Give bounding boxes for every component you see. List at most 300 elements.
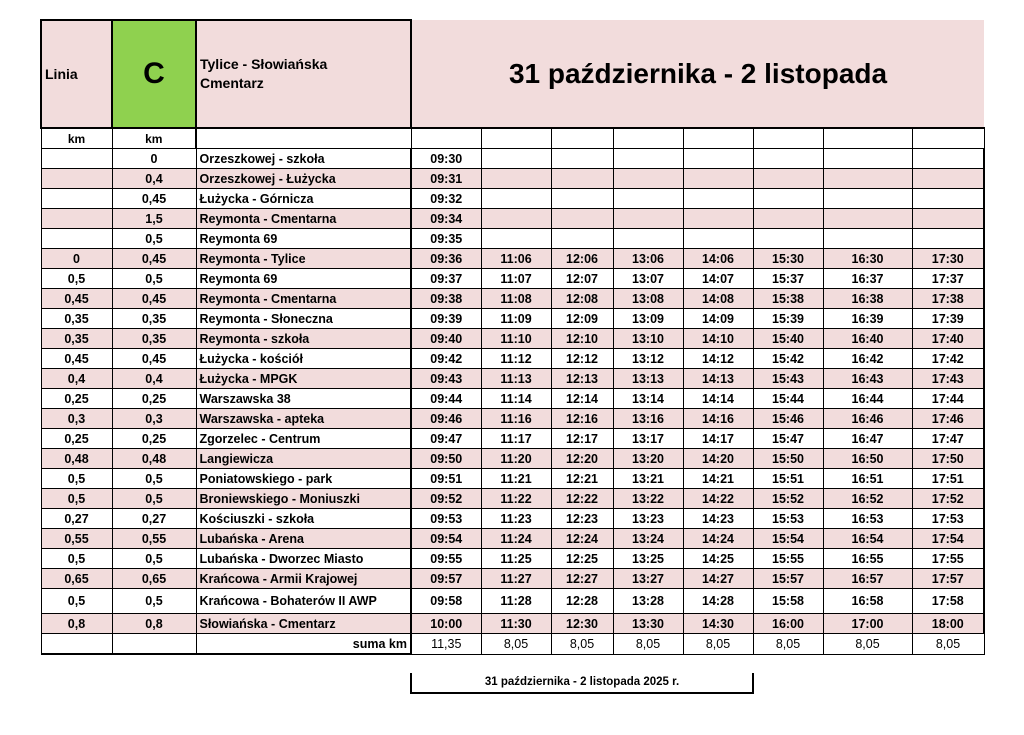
- departure-time: 12:10: [551, 329, 613, 349]
- departure-time: 16:30: [823, 249, 912, 269]
- km-cell: 0,35: [112, 329, 196, 349]
- departure-time: 11:17: [481, 429, 551, 449]
- departure-time: [912, 169, 984, 189]
- departure-time: [481, 189, 551, 209]
- departure-time: 16:47: [823, 429, 912, 449]
- stop-name: Broniewskiego - Moniuszki: [196, 489, 411, 509]
- departure-time: 14:17: [683, 429, 753, 449]
- departure-time: 09:31: [411, 169, 481, 189]
- departure-time: [753, 149, 823, 169]
- departure-time: 09:35: [411, 229, 481, 249]
- table-row: [41, 509, 984, 529]
- km-cell: [41, 209, 112, 229]
- departure-time: 10:00: [411, 614, 481, 634]
- stop-name: Reymonta - Cmentarna: [196, 289, 411, 309]
- departure-time: 16:57: [823, 569, 912, 589]
- km-cell: 0,5: [41, 489, 112, 509]
- departure-time: 16:00: [753, 614, 823, 634]
- departure-time: 16:54: [823, 529, 912, 549]
- departure-time: 09:39: [411, 309, 481, 329]
- km-cell: 0,48: [112, 449, 196, 469]
- departure-time: 09:36: [411, 249, 481, 269]
- time-header-cell: [683, 128, 753, 149]
- departure-time: 14:21: [683, 469, 753, 489]
- stop-name: Orzeszkowej - Łużycka: [196, 169, 411, 189]
- departure-time: 15:58: [753, 589, 823, 614]
- departure-time: [481, 149, 551, 169]
- departure-time: 09:40: [411, 329, 481, 349]
- route-line-1: Tylice - Słowiańska: [200, 56, 328, 72]
- table-row: [41, 289, 984, 309]
- departure-time: 17:39: [912, 309, 984, 329]
- departure-time: [551, 189, 613, 209]
- departure-time: [683, 229, 753, 249]
- departure-time: 12:25: [551, 549, 613, 569]
- departure-time: 16:53: [823, 509, 912, 529]
- linia-label: Linia: [41, 20, 112, 128]
- departure-time: 09:43: [411, 369, 481, 389]
- departure-time: [613, 229, 683, 249]
- km-cell: 0,27: [41, 509, 112, 529]
- departure-time: 11:09: [481, 309, 551, 329]
- table-row: [41, 249, 984, 269]
- km-cell: 0,45: [112, 349, 196, 369]
- table-row: [41, 209, 984, 229]
- departure-time: [823, 169, 912, 189]
- departure-time: [753, 209, 823, 229]
- departure-time: 13:27: [613, 569, 683, 589]
- time-header-cell: [613, 128, 683, 149]
- departure-time: 15:44: [753, 389, 823, 409]
- km-cell: 0,35: [41, 329, 112, 349]
- table-row: [41, 349, 984, 369]
- departure-time: 12:21: [551, 469, 613, 489]
- km-cell: 0,35: [41, 309, 112, 329]
- departure-time: [912, 229, 984, 249]
- departure-time: 17:43: [912, 369, 984, 389]
- table-row: [41, 569, 984, 589]
- departure-time: 17:58: [912, 589, 984, 614]
- departure-time: 14:27: [683, 569, 753, 589]
- time-header-cell: [551, 128, 613, 149]
- departure-time: 11:14: [481, 389, 551, 409]
- stop-name: Łużycka - MPGK: [196, 369, 411, 389]
- departure-time: 14:07: [683, 269, 753, 289]
- sum-value: 8,05: [683, 634, 753, 655]
- stop-name: Reymonta - Tylice: [196, 249, 411, 269]
- departure-time: 11:28: [481, 589, 551, 614]
- line-badge: C: [112, 20, 196, 128]
- km-cell: 0,45: [112, 249, 196, 269]
- table-row: [41, 389, 984, 409]
- departure-time: 17:55: [912, 549, 984, 569]
- stop-name: Reymonta - Cmentarna: [196, 209, 411, 229]
- stop-name: Słowiańska - Cmentarz: [196, 614, 411, 634]
- departure-time: 11:21: [481, 469, 551, 489]
- departure-time: 12:23: [551, 509, 613, 529]
- km-cell: 0,5: [41, 269, 112, 289]
- departure-time: 12:09: [551, 309, 613, 329]
- departure-time: 14:06: [683, 249, 753, 269]
- departure-time: 11:13: [481, 369, 551, 389]
- departure-time: 14:30: [683, 614, 753, 634]
- departure-time: 09:47: [411, 429, 481, 449]
- departure-time: 16:42: [823, 349, 912, 369]
- sum-value: 8,05: [912, 634, 984, 655]
- departure-time: 12:12: [551, 349, 613, 369]
- departure-time: [683, 209, 753, 229]
- departure-time: 09:58: [411, 589, 481, 614]
- departure-time: [551, 149, 613, 169]
- table-row: [41, 489, 984, 509]
- km-cell: 0,5: [112, 589, 196, 614]
- departure-time: 15:30: [753, 249, 823, 269]
- departure-time: 15:37: [753, 269, 823, 289]
- km-cell: 0,25: [112, 429, 196, 449]
- stop-name: Poniatowskiego - park: [196, 469, 411, 489]
- departure-time: 12:17: [551, 429, 613, 449]
- km-header-2: km: [112, 128, 196, 149]
- table-row: [41, 329, 984, 349]
- stop-name: Reymonta 69: [196, 269, 411, 289]
- time-header-cell: [753, 128, 823, 149]
- departure-time: [481, 209, 551, 229]
- km-cell: 0,5: [112, 229, 196, 249]
- stop-name: Orzeszkowej - szkoła: [196, 149, 411, 169]
- departure-time: 09:34: [411, 209, 481, 229]
- departure-time: [912, 189, 984, 209]
- table-row: [41, 409, 984, 429]
- departure-time: 17:42: [912, 349, 984, 369]
- departure-time: [823, 209, 912, 229]
- departure-time: 11:27: [481, 569, 551, 589]
- sum-value: 8,05: [613, 634, 683, 655]
- departure-time: 09:38: [411, 289, 481, 309]
- departure-time: 17:54: [912, 529, 984, 549]
- km-cell: 0,4: [112, 169, 196, 189]
- departure-time: 12:08: [551, 289, 613, 309]
- stop-name: Warszawska 38: [196, 389, 411, 409]
- departure-time: 17:52: [912, 489, 984, 509]
- route-line-2: Cmentarz: [200, 75, 264, 91]
- departure-time: 11:08: [481, 289, 551, 309]
- departure-time: 13:23: [613, 509, 683, 529]
- departure-time: 09:44: [411, 389, 481, 409]
- departure-time: 11:06: [481, 249, 551, 269]
- departure-time: 14:13: [683, 369, 753, 389]
- departure-time: [683, 169, 753, 189]
- departure-time: 11:16: [481, 409, 551, 429]
- departure-time: 15:53: [753, 509, 823, 529]
- departure-time: [823, 149, 912, 169]
- departure-time: [613, 189, 683, 209]
- departure-time: [753, 189, 823, 209]
- sum-value: 8,05: [481, 634, 551, 655]
- km-cell: 0,55: [112, 529, 196, 549]
- departure-time: 17:30: [912, 249, 984, 269]
- departure-time: 16:44: [823, 389, 912, 409]
- km-cell: 0: [41, 249, 112, 269]
- departure-time: 12:06: [551, 249, 613, 269]
- table-row: [41, 589, 984, 614]
- departure-time: 17:50: [912, 449, 984, 469]
- departure-time: 18:00: [912, 614, 984, 634]
- stop-name: Łużycka - Górnicza: [196, 189, 411, 209]
- km-cell: 0,5: [112, 269, 196, 289]
- km-cell: 0,5: [112, 469, 196, 489]
- departure-time: 15:42: [753, 349, 823, 369]
- departure-time: 11:22: [481, 489, 551, 509]
- departure-time: 11:23: [481, 509, 551, 529]
- departure-time: 16:43: [823, 369, 912, 389]
- sum-blank-cell: [112, 634, 196, 655]
- departure-time: 13:08: [613, 289, 683, 309]
- table-row: [41, 469, 984, 489]
- departure-time: 17:57: [912, 569, 984, 589]
- sum-blank-cell: [41, 634, 112, 655]
- km-cell: 0,45: [112, 289, 196, 309]
- departure-time: 16:51: [823, 469, 912, 489]
- departure-time: 13:30: [613, 614, 683, 634]
- departure-time: 17:44: [912, 389, 984, 409]
- departure-time: 17:47: [912, 429, 984, 449]
- departure-time: 13:07: [613, 269, 683, 289]
- km-cell: 0,5: [41, 589, 112, 614]
- departure-time: 11:30: [481, 614, 551, 634]
- departure-time: 16:38: [823, 289, 912, 309]
- km-cell: 0,5: [112, 549, 196, 569]
- schedule-title: 31 października - 2 listopada: [411, 20, 984, 128]
- stop-name: Krańcowa - Bohaterów II AWP: [196, 589, 411, 614]
- departure-time: 11:24: [481, 529, 551, 549]
- km-cell: 0,45: [41, 289, 112, 309]
- departure-time: 13:10: [613, 329, 683, 349]
- km-cell: 0,45: [112, 189, 196, 209]
- departure-time: 12:13: [551, 369, 613, 389]
- km-cell: [41, 189, 112, 209]
- departure-time: 17:00: [823, 614, 912, 634]
- departure-time: [823, 189, 912, 209]
- table-row: [41, 449, 984, 469]
- departure-time: 12:24: [551, 529, 613, 549]
- departure-time: 09:50: [411, 449, 481, 469]
- km-cell: 0,5: [41, 549, 112, 569]
- departure-time: 14:25: [683, 549, 753, 569]
- header-row: [41, 20, 984, 128]
- departure-time: [753, 169, 823, 189]
- departure-time: 14:16: [683, 409, 753, 429]
- departure-time: 11:12: [481, 349, 551, 369]
- departure-time: [912, 149, 984, 169]
- departure-time: 16:40: [823, 329, 912, 349]
- departure-time: 09:57: [411, 569, 481, 589]
- km-cell: [41, 229, 112, 249]
- departure-time: 16:50: [823, 449, 912, 469]
- stop-name: Łużycka - kościół: [196, 349, 411, 369]
- departure-time: [823, 229, 912, 249]
- departure-time: 13:22: [613, 489, 683, 509]
- table-row: [41, 369, 984, 389]
- departure-time: 15:54: [753, 529, 823, 549]
- departure-time: 09:32: [411, 189, 481, 209]
- time-header-cell: [823, 128, 912, 149]
- departure-time: 12:16: [551, 409, 613, 429]
- departure-time: 11:07: [481, 269, 551, 289]
- table-row: [41, 614, 984, 634]
- departure-time: 15:55: [753, 549, 823, 569]
- km-cell: 0,25: [41, 389, 112, 409]
- departure-time: 16:58: [823, 589, 912, 614]
- departure-time: 16:39: [823, 309, 912, 329]
- departure-time: 11:20: [481, 449, 551, 469]
- table-row: [41, 309, 984, 329]
- departure-time: 11:25: [481, 549, 551, 569]
- departure-time: 14:24: [683, 529, 753, 549]
- departure-time: 14:22: [683, 489, 753, 509]
- departure-time: 15:50: [753, 449, 823, 469]
- stop-name: Kościuszki - szkoła: [196, 509, 411, 529]
- departure-time: 13:09: [613, 309, 683, 329]
- departure-time: 15:46: [753, 409, 823, 429]
- table-row: [41, 189, 984, 209]
- sum-label: suma km: [196, 634, 411, 655]
- km-cell: 0,25: [112, 389, 196, 409]
- departure-time: 14:20: [683, 449, 753, 469]
- departure-time: 16:52: [823, 489, 912, 509]
- sum-value: 8,05: [823, 634, 912, 655]
- km-cell: 0,8: [112, 614, 196, 634]
- departure-time: [481, 229, 551, 249]
- km-cell: 0,25: [41, 429, 112, 449]
- departure-time: 13:24: [613, 529, 683, 549]
- km-cell: 0,65: [41, 569, 112, 589]
- departure-time: [912, 209, 984, 229]
- departure-time: 13:14: [613, 389, 683, 409]
- departure-time: 09:46: [411, 409, 481, 429]
- departure-time: 15:52: [753, 489, 823, 509]
- footer-date: 31 października - 2 listopada 2025 r.: [410, 673, 754, 694]
- departure-time: 13:21: [613, 469, 683, 489]
- departure-time: [551, 169, 613, 189]
- table-row: [41, 169, 984, 189]
- stop-name: Reymonta - szkoła: [196, 329, 411, 349]
- departure-time: 15:57: [753, 569, 823, 589]
- departure-time: 14:10: [683, 329, 753, 349]
- departure-time: 11:10: [481, 329, 551, 349]
- departure-time: 17:46: [912, 409, 984, 429]
- table-row: [41, 269, 984, 289]
- departure-time: 13:25: [613, 549, 683, 569]
- table-row: [41, 549, 984, 569]
- km-cell: 0,8: [41, 614, 112, 634]
- km-cell: 0,35: [112, 309, 196, 329]
- departure-time: 14:14: [683, 389, 753, 409]
- departure-time: 13:20: [613, 449, 683, 469]
- departure-time: 14:23: [683, 509, 753, 529]
- km-cell: [41, 149, 112, 169]
- departure-time: [613, 209, 683, 229]
- departure-time: 13:12: [613, 349, 683, 369]
- departure-time: 09:42: [411, 349, 481, 369]
- table-row: [41, 149, 984, 169]
- km-cell: 0,5: [41, 469, 112, 489]
- stop-name: Zgorzelec - Centrum: [196, 429, 411, 449]
- departure-time: [753, 229, 823, 249]
- departure-time: 09:30: [411, 149, 481, 169]
- departure-time: 15:40: [753, 329, 823, 349]
- stop-name: Reymonta - Słoneczna: [196, 309, 411, 329]
- km-cell: 0,55: [41, 529, 112, 549]
- stop-name: Krańcowa - Armii Krajowej: [196, 569, 411, 589]
- table-row: [41, 429, 984, 449]
- table-row: [41, 529, 984, 549]
- departure-time: 09:52: [411, 489, 481, 509]
- departure-time: 09:51: [411, 469, 481, 489]
- departure-time: [551, 209, 613, 229]
- departure-time: 15:38: [753, 289, 823, 309]
- timetable-sheet: [40, 19, 985, 655]
- departure-time: 14:12: [683, 349, 753, 369]
- km-cell: 0: [112, 149, 196, 169]
- departure-time: 17:53: [912, 509, 984, 529]
- departure-time: 13:13: [613, 369, 683, 389]
- departure-time: 12:14: [551, 389, 613, 409]
- km-header-row: [41, 128, 984, 149]
- km-cell: 0,4: [41, 369, 112, 389]
- time-header-cell: [481, 128, 551, 149]
- km-cell: 0,5: [112, 489, 196, 509]
- departure-time: 09:55: [411, 549, 481, 569]
- departure-time: [683, 149, 753, 169]
- km-cell: 0,65: [112, 569, 196, 589]
- departure-time: 15:51: [753, 469, 823, 489]
- departure-time: 12:27: [551, 569, 613, 589]
- sum-value: 8,05: [551, 634, 613, 655]
- departure-time: 09:54: [411, 529, 481, 549]
- departure-time: 17:40: [912, 329, 984, 349]
- route-name: [196, 20, 411, 128]
- departure-time: 12:30: [551, 614, 613, 634]
- time-header-cell: [912, 128, 984, 149]
- km-cell: 0,4: [112, 369, 196, 389]
- departure-time: 13:06: [613, 249, 683, 269]
- departure-time: 12:22: [551, 489, 613, 509]
- departure-time: 16:46: [823, 409, 912, 429]
- time-header-cell: [411, 128, 481, 149]
- departure-time: 14:08: [683, 289, 753, 309]
- stop-name: Reymonta 69: [196, 229, 411, 249]
- sum-row: [41, 634, 984, 655]
- departure-time: 13:16: [613, 409, 683, 429]
- departure-time: [613, 149, 683, 169]
- departure-time: 15:43: [753, 369, 823, 389]
- km-cell: 0,3: [112, 409, 196, 429]
- km-cell: 0,45: [41, 349, 112, 369]
- departure-time: 09:53: [411, 509, 481, 529]
- timetable: [40, 19, 985, 655]
- stop-name: Lubańska - Dworzec Miasto: [196, 549, 411, 569]
- departure-time: [481, 169, 551, 189]
- km-cell: 0,48: [41, 449, 112, 469]
- km-header-1: km: [41, 128, 112, 149]
- departure-time: 15:47: [753, 429, 823, 449]
- sum-value: 11,35: [411, 634, 481, 655]
- departure-time: 12:28: [551, 589, 613, 614]
- stop-name: Lubańska - Arena: [196, 529, 411, 549]
- departure-time: 15:39: [753, 309, 823, 329]
- departure-time: 14:28: [683, 589, 753, 614]
- table-row: [41, 229, 984, 249]
